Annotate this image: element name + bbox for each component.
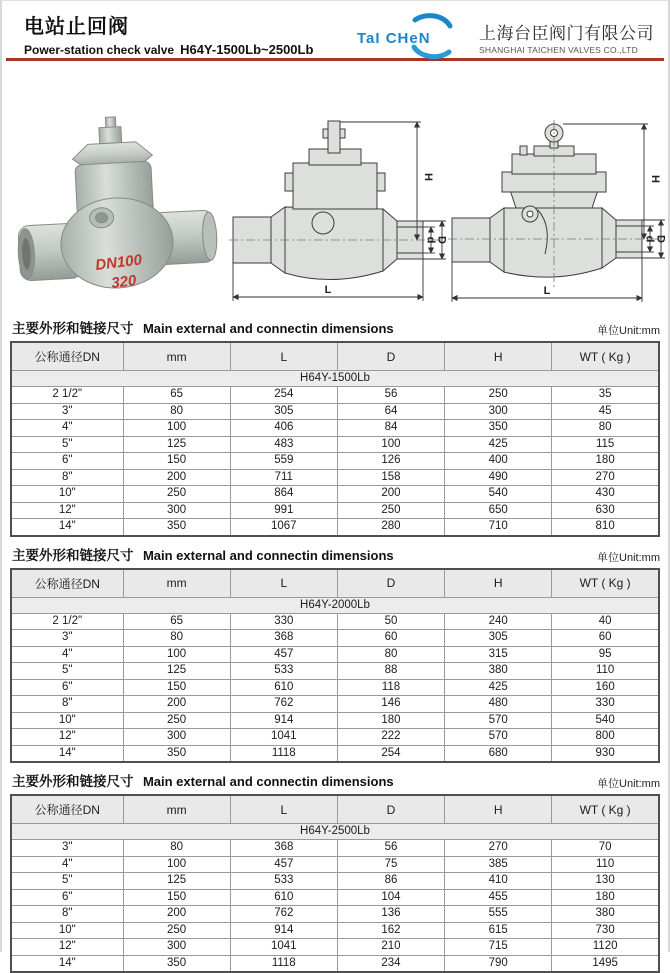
- dimensions-table-2500lb: [10, 794, 660, 973]
- dim-label-D: D: [435, 236, 448, 244]
- table-cell: 80: [123, 630, 230, 647]
- table-cell: 1118: [230, 955, 337, 972]
- table-cell: 65: [123, 387, 230, 404]
- table-row: [11, 696, 659, 713]
- product-model-range: H64Y-1500Lb~2500Lb: [180, 42, 314, 57]
- table-row: [11, 420, 659, 437]
- table-cell: 110: [552, 663, 659, 680]
- table-row: [11, 646, 659, 663]
- table-row: [11, 856, 659, 873]
- table-cell: 146: [337, 696, 444, 713]
- table-cell: 368: [230, 840, 337, 857]
- table-cell: 914: [230, 922, 337, 939]
- table-cell: 254: [230, 387, 337, 404]
- dim-label-h: H: [422, 173, 434, 181]
- section-title: [12, 544, 394, 565]
- table-row: [11, 502, 659, 519]
- valve-marking-class: 320: [110, 272, 138, 292]
- table-cell: 56: [337, 387, 444, 404]
- table-row: [11, 613, 659, 630]
- valve-photo-image: [16, 105, 216, 303]
- table-cell: 762: [230, 696, 337, 713]
- table-cell: 180: [552, 889, 659, 906]
- spec-section-2000lb: [10, 544, 660, 764]
- table-cell: 280: [337, 519, 444, 536]
- table-cell: 305: [230, 403, 337, 420]
- table-cell: 711: [230, 469, 337, 486]
- col-header-d: D: [337, 569, 444, 598]
- table-cell: 115: [552, 436, 659, 453]
- section-title: [12, 317, 394, 338]
- table-cell: 730: [552, 922, 659, 939]
- col-header-h: H: [445, 795, 552, 824]
- table-cell: 130: [552, 873, 659, 890]
- table-cell: 136: [337, 906, 444, 923]
- table-cell: 410: [445, 873, 552, 890]
- table-cell: 4": [11, 420, 123, 437]
- table-cell: 300: [123, 729, 230, 746]
- col-header-h: H: [445, 342, 552, 371]
- table-cell: 533: [230, 873, 337, 890]
- table-cell: 125: [123, 436, 230, 453]
- drawing-pressure-seal-image: [227, 111, 449, 311]
- company-block: [479, 19, 654, 55]
- table-cell: 650: [445, 502, 552, 519]
- table-cell: 5": [11, 663, 123, 680]
- company-name-zh: 上海台臣阀门有限公司: [479, 24, 654, 43]
- table-cell: 180: [337, 712, 444, 729]
- dim-label-h: H: [649, 175, 661, 183]
- table-row: [11, 922, 659, 939]
- table-cell: 6": [11, 679, 123, 696]
- table-cell: 425: [445, 679, 552, 696]
- col-header-d: D: [337, 342, 444, 371]
- table-cell: 5": [11, 873, 123, 890]
- table-cell: 250: [123, 922, 230, 939]
- table-cell: 210: [337, 939, 444, 956]
- table-cell: 10": [11, 712, 123, 729]
- table-row: [11, 840, 659, 857]
- table-cell: 12": [11, 729, 123, 746]
- table-cell: 14": [11, 519, 123, 536]
- table-cell: 1041: [230, 729, 337, 746]
- table-cell: 125: [123, 663, 230, 680]
- table-cell: 160: [552, 679, 659, 696]
- table-row: [11, 387, 659, 404]
- table-cell: 4": [11, 856, 123, 873]
- table-cell: 1120: [552, 939, 659, 956]
- page-header: [2, 1, 668, 58]
- table-cell: 88: [337, 663, 444, 680]
- table-cell: 150: [123, 453, 230, 470]
- table-cell: 10": [11, 922, 123, 939]
- col-header-h: H: [445, 569, 552, 598]
- col-header-wt: WT ( Kg ): [552, 569, 659, 598]
- table-cell: 70: [552, 840, 659, 857]
- table-cell: 126: [337, 453, 444, 470]
- product-title-en: [24, 42, 313, 57]
- table-cell: 50: [337, 613, 444, 630]
- table-cell: 12": [11, 939, 123, 956]
- table-cell: 570: [445, 712, 552, 729]
- col-header-wt: WT ( Kg ): [552, 795, 659, 824]
- table-row: [11, 889, 659, 906]
- table-cell: 60: [552, 630, 659, 647]
- table-cell: 118: [337, 679, 444, 696]
- table-cell: 3": [11, 403, 123, 420]
- table-cell: 100: [123, 856, 230, 873]
- table-cell: 457: [230, 646, 337, 663]
- table-cell: 162: [337, 922, 444, 939]
- table-cell: 330: [552, 696, 659, 713]
- table-cell: 1495: [552, 955, 659, 972]
- table-header-row: [11, 342, 659, 371]
- unit-label: 单位Unit:mm: [597, 551, 660, 564]
- model-row: [11, 824, 659, 840]
- table-row: [11, 729, 659, 746]
- table-cell: 350: [123, 745, 230, 762]
- table-cell: 110: [552, 856, 659, 873]
- table-cell: 14": [11, 745, 123, 762]
- table-cell: 790: [445, 955, 552, 972]
- table-cell: 104: [337, 889, 444, 906]
- table-header-row: [11, 569, 659, 598]
- table-cell: 10": [11, 486, 123, 503]
- table-cell: 234: [337, 955, 444, 972]
- table-cell: 710: [445, 519, 552, 536]
- table-cell: 150: [123, 679, 230, 696]
- valve-photo: [6, 105, 226, 313]
- unit-label: 单位Unit:mm: [597, 325, 660, 337]
- table-cell: 630: [552, 502, 659, 519]
- drawing-swing-check: [450, 106, 667, 313]
- table-cell: 385: [445, 856, 552, 873]
- col-header-l: L: [230, 342, 337, 371]
- section-title-en: Main external and connectin dimensions: [142, 774, 394, 789]
- dimensions-table-2000lb: [10, 568, 660, 764]
- table-cell: 610: [230, 679, 337, 696]
- table-cell: 75: [337, 856, 444, 873]
- table-cell: 330: [230, 613, 337, 630]
- table-cell: 6": [11, 453, 123, 470]
- section-header: [10, 317, 660, 341]
- table-cell: 1118: [230, 745, 337, 762]
- product-heading: [24, 10, 313, 57]
- taichen-logo-icon: [353, 14, 471, 60]
- table-cell: 100: [123, 646, 230, 663]
- table-row: [11, 679, 659, 696]
- col-header-d: D: [337, 795, 444, 824]
- table-row: [11, 486, 659, 503]
- table-body: [11, 613, 659, 762]
- table-row: [11, 955, 659, 972]
- table-cell: 3": [11, 630, 123, 647]
- col-header-wt: WT ( Kg ): [552, 342, 659, 371]
- table-body: [11, 387, 659, 536]
- table-cell: 930: [552, 745, 659, 762]
- table-cell: 8": [11, 906, 123, 923]
- table-cell: 300: [123, 939, 230, 956]
- brand-block: [353, 10, 654, 60]
- table-cell: 270: [445, 840, 552, 857]
- table-row: [11, 906, 659, 923]
- col-header-mm: mm: [123, 569, 230, 598]
- section-title-zh: 主要外形和链接尺寸: [12, 774, 134, 789]
- table-cell: 2 1/2": [11, 387, 123, 404]
- section-title-en: Main external and connectin dimensions: [142, 321, 394, 336]
- table-row: [11, 663, 659, 680]
- spec-section-1500lb: [10, 317, 660, 537]
- table-cell: 570: [445, 729, 552, 746]
- taichen-logo-text: TaI CHeN: [357, 30, 431, 47]
- table-cell: 406: [230, 420, 337, 437]
- table-cell: 350: [445, 420, 552, 437]
- table-cell: 490: [445, 469, 552, 486]
- table-cell: 250: [445, 387, 552, 404]
- col-header-l: L: [230, 795, 337, 824]
- table-cell: 270: [552, 469, 659, 486]
- col-header-mm: mm: [123, 342, 230, 371]
- table-cell: 800: [552, 729, 659, 746]
- table-cell: 80: [552, 420, 659, 437]
- table-cell: 45: [552, 403, 659, 420]
- table-cell: 610: [230, 889, 337, 906]
- table-cell: 80: [123, 840, 230, 857]
- table-cell: 2 1/2": [11, 613, 123, 630]
- table-cell: 100: [337, 436, 444, 453]
- col-header-l: L: [230, 569, 337, 598]
- drawing-pressure-seal: [226, 111, 450, 313]
- table-row: [11, 745, 659, 762]
- table-cell: 540: [445, 486, 552, 503]
- table-cell: 615: [445, 922, 552, 939]
- table-cell: 457: [230, 856, 337, 873]
- table-cell: 80: [337, 646, 444, 663]
- table-cell: 380: [552, 906, 659, 923]
- table-cell: 250: [123, 712, 230, 729]
- table-cell: 200: [337, 486, 444, 503]
- dim-label-l: L: [324, 284, 332, 296]
- table-row: [11, 453, 659, 470]
- table-cell: 125: [123, 873, 230, 890]
- table-row: [11, 873, 659, 890]
- table-cell: 680: [445, 745, 552, 762]
- table-cell: 12": [11, 502, 123, 519]
- col-header-dn: 公称通径DN: [11, 569, 123, 598]
- table-cell: 158: [337, 469, 444, 486]
- table-cell: 380: [445, 663, 552, 680]
- section-header: [10, 544, 660, 568]
- valve-marking-dn: DN100: [94, 251, 143, 274]
- table-cell: 84: [337, 420, 444, 437]
- table-cell: 250: [337, 502, 444, 519]
- table-cell: 100: [123, 420, 230, 437]
- table-row: [11, 519, 659, 536]
- table-cell: 8": [11, 469, 123, 486]
- section-title-zh: 主要外形和链接尺寸: [12, 321, 134, 336]
- table-cell: 864: [230, 486, 337, 503]
- model-label: H64Y-2000Lb: [11, 597, 659, 613]
- dim-label-D: D: [654, 235, 667, 243]
- table-cell: 40: [552, 613, 659, 630]
- table-cell: 254: [337, 745, 444, 762]
- model-row: [11, 597, 659, 613]
- table-cell: 762: [230, 906, 337, 923]
- table-cell: 350: [123, 519, 230, 536]
- table-cell: 455: [445, 889, 552, 906]
- table-cell: 305: [445, 630, 552, 647]
- model-label: H64Y-1500Lb: [11, 371, 659, 387]
- table-cell: 483: [230, 436, 337, 453]
- product-figures: [2, 61, 668, 313]
- model-row: [11, 371, 659, 387]
- table-cell: 368: [230, 630, 337, 647]
- table-row: [11, 436, 659, 453]
- table-cell: 430: [552, 486, 659, 503]
- table-cell: 95: [552, 646, 659, 663]
- model-label: H64Y-2500Lb: [11, 824, 659, 840]
- dimensions-table-1500lb: [10, 341, 660, 537]
- unit-label: 单位Unit:mm: [597, 778, 660, 790]
- table-row: [11, 939, 659, 956]
- table-cell: 222: [337, 729, 444, 746]
- col-header-dn: 公称通径DN: [11, 795, 123, 824]
- table-cell: 4": [11, 646, 123, 663]
- table-cell: 300: [445, 403, 552, 420]
- table-cell: 555: [445, 906, 552, 923]
- table-cell: 200: [123, 906, 230, 923]
- table-cell: 810: [552, 519, 659, 536]
- col-header-dn: 公称通径DN: [11, 342, 123, 371]
- table-cell: 65: [123, 613, 230, 630]
- table-cell: 559: [230, 453, 337, 470]
- table-cell: 5": [11, 436, 123, 453]
- table-cell: 8": [11, 696, 123, 713]
- table-cell: 240: [445, 613, 552, 630]
- product-subtitle: Power-station check valve: [24, 43, 175, 57]
- dim-label-l: L: [543, 285, 551, 297]
- spec-section-2500lb: [10, 770, 660, 973]
- table-cell: 60: [337, 630, 444, 647]
- table-cell: 56: [337, 840, 444, 857]
- table-header-row: [11, 795, 659, 824]
- table-cell: 200: [123, 696, 230, 713]
- table-body: [11, 840, 659, 973]
- table-cell: 540: [552, 712, 659, 729]
- table-cell: 533: [230, 663, 337, 680]
- drawing-swing-check-image: [446, 106, 668, 311]
- table-cell: 86: [337, 873, 444, 890]
- table-row: [11, 469, 659, 486]
- section-header: [10, 770, 660, 794]
- table-cell: 350: [123, 955, 230, 972]
- table-cell: 3": [11, 840, 123, 857]
- table-cell: 80: [123, 403, 230, 420]
- company-name-en: SHANGHAI TAICHEN VALVES CO.,LTD: [479, 45, 638, 55]
- table-cell: 425: [445, 436, 552, 453]
- dim-label-d: d: [643, 235, 656, 243]
- table-cell: 400: [445, 453, 552, 470]
- table-cell: 6": [11, 889, 123, 906]
- table-row: [11, 630, 659, 647]
- table-cell: 315: [445, 646, 552, 663]
- table-row: [11, 403, 659, 420]
- table-cell: 1041: [230, 939, 337, 956]
- table-row: [11, 712, 659, 729]
- table-cell: 1067: [230, 519, 337, 536]
- table-cell: 914: [230, 712, 337, 729]
- table-cell: 150: [123, 889, 230, 906]
- table-cell: 480: [445, 696, 552, 713]
- table-cell: 180: [552, 453, 659, 470]
- product-title-zh: 电站止回阀: [24, 16, 129, 38]
- table-cell: 250: [123, 486, 230, 503]
- section-title-zh: 主要外形和链接尺寸: [12, 547, 134, 563]
- table-cell: 200: [123, 469, 230, 486]
- table-cell: 14": [11, 955, 123, 972]
- dim-label-d: d: [424, 236, 437, 244]
- section-title: [12, 770, 394, 791]
- table-cell: 300: [123, 502, 230, 519]
- table-cell: 64: [337, 403, 444, 420]
- table-cell: 991: [230, 502, 337, 519]
- section-title-en: Main external and connectin dimensions: [142, 547, 394, 563]
- table-cell: 715: [445, 939, 552, 956]
- table-cell: 35: [552, 387, 659, 404]
- col-header-mm: mm: [123, 795, 230, 824]
